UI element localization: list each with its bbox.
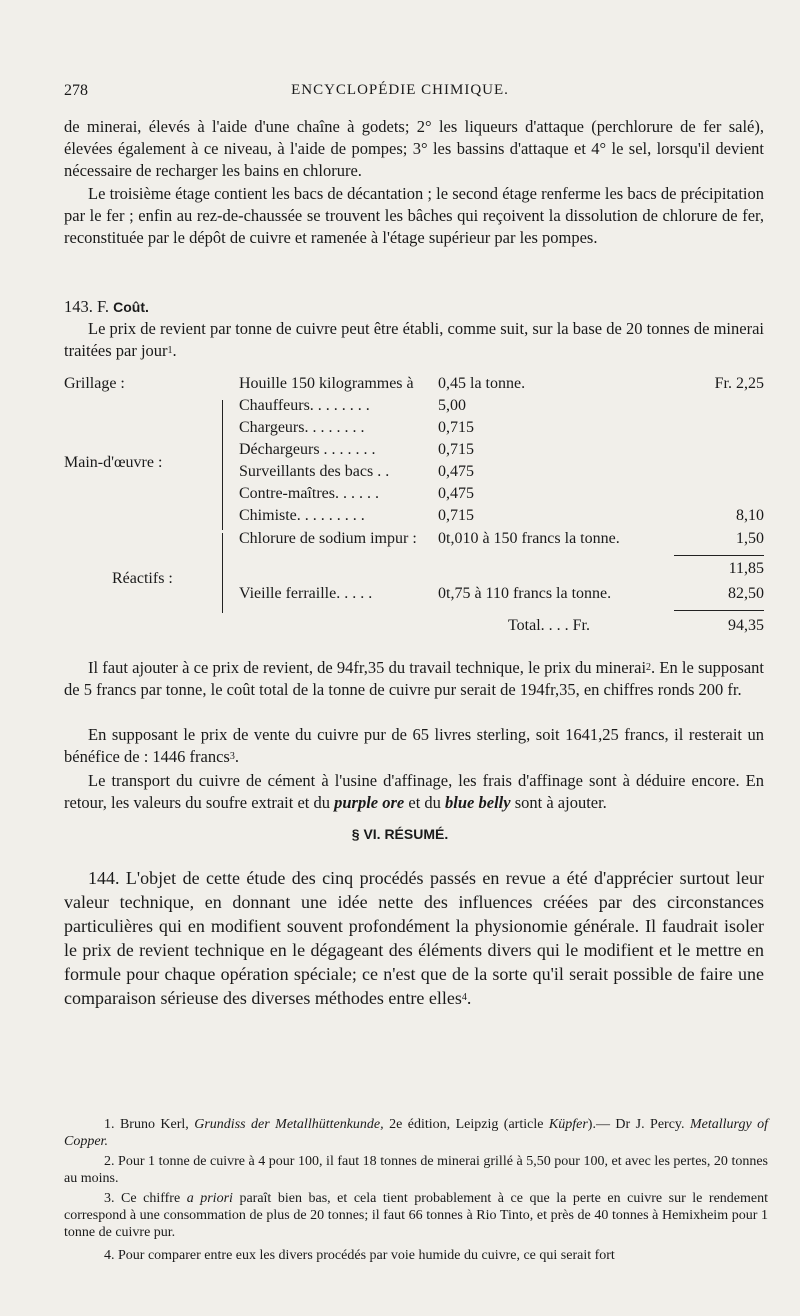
total-row xyxy=(64,617,764,639)
main-oeuvre-total: 8,10 xyxy=(736,507,764,524)
footnote-4 xyxy=(64,1247,768,1264)
footnote-text: paraît bien bas, et cela tient probablement à ce que la perte en cuivre sur le rendement correspond à une consommation de plus de 20 tonnes; il faut 66 tonnes à Rio Tinto, et près de 40 tonnes à Hemixheim pour 1 tonne de cuivre pur. xyxy=(64,1191,768,1240)
reactif-total: 1,50 xyxy=(736,530,764,547)
labor-row xyxy=(64,419,764,441)
total-rule xyxy=(674,610,764,611)
labor-label: Surveillants des bacs . . xyxy=(239,463,390,480)
reactif-row xyxy=(64,530,764,552)
paragraph-text: et du xyxy=(408,793,441,812)
page-number: 278 xyxy=(64,82,88,99)
labor-label: Chimiste. . . . . . . . . xyxy=(239,507,365,524)
footnote-emphasis: Küpfer xyxy=(548,1117,588,1132)
page-header xyxy=(64,82,736,106)
section-143-number: 143. F. xyxy=(64,297,109,316)
reactif-value: 0t,75 à 110 francs la tonne. xyxy=(438,585,612,602)
footnote-text: Bruno Kerl, xyxy=(119,1117,189,1132)
footnote-ref-3: 3 xyxy=(229,751,235,762)
subtotal-rule xyxy=(674,555,764,556)
intro-paragraph: de minerai, élevés à l'aide d'une chaîne à godets; 2° les liqueurs d'attaque (perchlorure de fer salé), élevées également à ce niveau, à l'aide de pompes; 3° les bassins d'attaque et 4° le sel, lorsqu'il devient nécessaire de recharger les bains en chlorure. xyxy=(64,117,764,180)
reactif-label: Vieille ferraille. . . . . xyxy=(239,585,373,602)
footnote-number: 2. xyxy=(104,1154,115,1169)
reactif-total: 82,50 xyxy=(728,585,764,602)
labor-value: 0,475 xyxy=(438,485,474,502)
labor-label: Déchargeurs . . . . . . . xyxy=(239,441,376,458)
section-144-paragraph: 144. L'objet de cette étude des cinq procédés passés en revue a été d'apprécier surtout leur valeur technique, en donnant une idée nette des influences créées par des circonstances particulières qui en modifient souvent profondément la physionomie générale. Il faudrait isoler le prix de revient technique en le dégageant des éléments divers qui le modifient et le mettre en formule pour chaque opération spéciale; ce n'est que de la sorte qu'il serait possible de faire une comparaison sérieuse des diverses méthodes entre elles$^4$. xyxy=(64,868,765,1008)
total-value: 94,35 xyxy=(728,617,764,634)
labor-value: 0,715 xyxy=(438,419,474,436)
footnote-2 xyxy=(64,1153,768,1187)
grillage-total: Fr. 2,25 xyxy=(714,375,764,392)
section-143-body: Le prix de revient par tonne de cuivre peut être établi, comme suit, sur la base de 20 tonnes de minerai traitées par jour xyxy=(64,319,764,360)
paragraph-text: En supposant le prix de vente du cuivre pur de 65 livres sterling, soit 1641,25 francs, il resterait un bénéfice de : 1446 francs xyxy=(64,725,764,766)
footnote-number: 4. xyxy=(104,1248,115,1263)
grillage-item: Houille 150 kilogrammes à xyxy=(239,375,414,392)
third-floor-paragraph: Le troisième étage contient les bacs de décantation ; le second étage renferme les bacs de précipitation par le fer ; enfin au rez-de-chaussée se trouvent les bâches qui reçoivent la dissolution de chlorure de fer, reconstituée par le dépôt de cuivre et ramenée à l'étage supérieur par les pompes. xyxy=(64,184,764,247)
footnote-text: ).— Dr J. Percy. xyxy=(587,1117,685,1132)
paragraph-text: Le transport du cuivre de cément à l'usine d'affinage, les frais d'affinage sont à déduire encore. En retour, les valeurs du soufre extrait et du xyxy=(64,771,764,812)
section-144-number: 144. xyxy=(88,868,120,888)
footnote-text: Ce chiffre xyxy=(121,1191,181,1206)
after-table-paragraph-2 xyxy=(64,724,764,768)
labor-row xyxy=(64,441,764,463)
footnote-number: 1. xyxy=(104,1117,115,1132)
emphasis-text: blue belly xyxy=(445,793,511,812)
labor-row xyxy=(64,463,764,485)
footnote-ref-1: 1 xyxy=(167,345,173,356)
grillage-group: Grillage : xyxy=(64,375,125,392)
reactif-row xyxy=(64,585,764,607)
labor-label: Contre-maîtres. . . . . . xyxy=(239,485,379,502)
footnote-ref-2: 2 xyxy=(646,662,652,673)
footnote-text: Pour 1 tonne de cuivre à 4 pour 100, il faut 18 tonnes de minerai grillé à 5,50 pour 100, et avec les pertes, 20 tonnes au moins. xyxy=(64,1154,769,1186)
running-head: ENCYCLOPÉDIE CHIMIQUE. xyxy=(291,82,509,98)
paragraph-text: . xyxy=(234,747,239,766)
footnote-ref-4: 4 xyxy=(461,992,467,1003)
main-oeuvre-group: Main-d'œuvre : xyxy=(64,454,163,471)
resume-heading: § VI. RÉSUMÉ. xyxy=(351,826,449,842)
labor-value: 5,00 xyxy=(438,397,466,414)
section-144-text: L'objet de cette étude des cinq procédés passés en revue a été d'apprécier surtout leur valeur technique, en donnant une idée nette des influences créées par des circonstances particulières qui en modifient souvent profondément la physionomie générale. Il faudrait isoler le prix de revient technique en le dégageant des éléments divers qui le modifient et le mettre en formule pour chaque opération spéciale; ce n'est que de la sorte qu'il serait possible de faire une comparaison sérieuse des diverses méthodes entre elles xyxy=(64,868,765,1008)
footnote-emphasis: Grundiss der Metallhüttenkunde, xyxy=(194,1117,384,1132)
total-label: Total. . . . Fr. xyxy=(508,617,590,634)
grillage-rate: 0,45 la tonne. xyxy=(438,375,526,392)
footnote-number: 3. xyxy=(104,1191,115,1206)
paragraph-text: Il faut ajouter à ce prix de revient, de 94fr,35 du travail technique, le prix du minerai xyxy=(88,658,647,677)
section-143-text: Le prix de revient par tonne de cuivre peut être établi, comme suit, sur la base de 20 tonnes de minerai traitées par jour$^1$. xyxy=(64,319,764,360)
reactifs-group: Réactifs : xyxy=(112,570,173,587)
footnote-3 xyxy=(64,1190,768,1241)
footnote-emphasis: a priori xyxy=(186,1191,233,1206)
footnote-1 xyxy=(64,1116,768,1150)
labor-value: 0,715 xyxy=(438,507,474,524)
section-143-title: Coût. xyxy=(113,299,149,315)
labor-row xyxy=(64,397,764,419)
reactif-label: Chlorure de sodium impur : xyxy=(239,530,417,547)
footnote-text: Pour comparer entre eux les divers procédés par voie humide du cuivre, ce qui serait fort xyxy=(118,1248,615,1263)
labor-label: Chauffeurs. . . . . . . . xyxy=(239,397,370,414)
labor-row xyxy=(64,485,764,507)
section-143-heading xyxy=(64,296,764,318)
reactif-value: 0t,010 à 150 francs la tonne. xyxy=(438,530,620,547)
after-table-paragraph-1 xyxy=(64,657,764,701)
labor-value: 0,475 xyxy=(438,463,474,480)
paragraph-text: sont à ajouter. xyxy=(514,793,607,812)
footnote-text: 2e édition, Leipzig (article xyxy=(389,1117,544,1132)
reactif-subtotal: 11,85 xyxy=(728,560,764,577)
labor-label: Chargeurs. . . . . . . . xyxy=(239,419,365,436)
cost-table xyxy=(64,375,764,655)
labor-row xyxy=(64,507,764,529)
reactif-subtotal-row xyxy=(64,560,764,582)
emphasis-text: purple ore xyxy=(334,793,405,812)
grillage-row xyxy=(64,375,764,397)
footnote-emphasis: Metallurgy of Copper. xyxy=(64,1117,768,1149)
after-table-paragraph-3 xyxy=(64,770,764,814)
paragraph-text: . En le supposant de 5 francs par tonne, le coût total de la tonne de cuivre pur serait de 194fr,35, en chiffres ronds 200 fr. xyxy=(64,658,764,699)
labor-value: 0,715 xyxy=(438,441,474,458)
